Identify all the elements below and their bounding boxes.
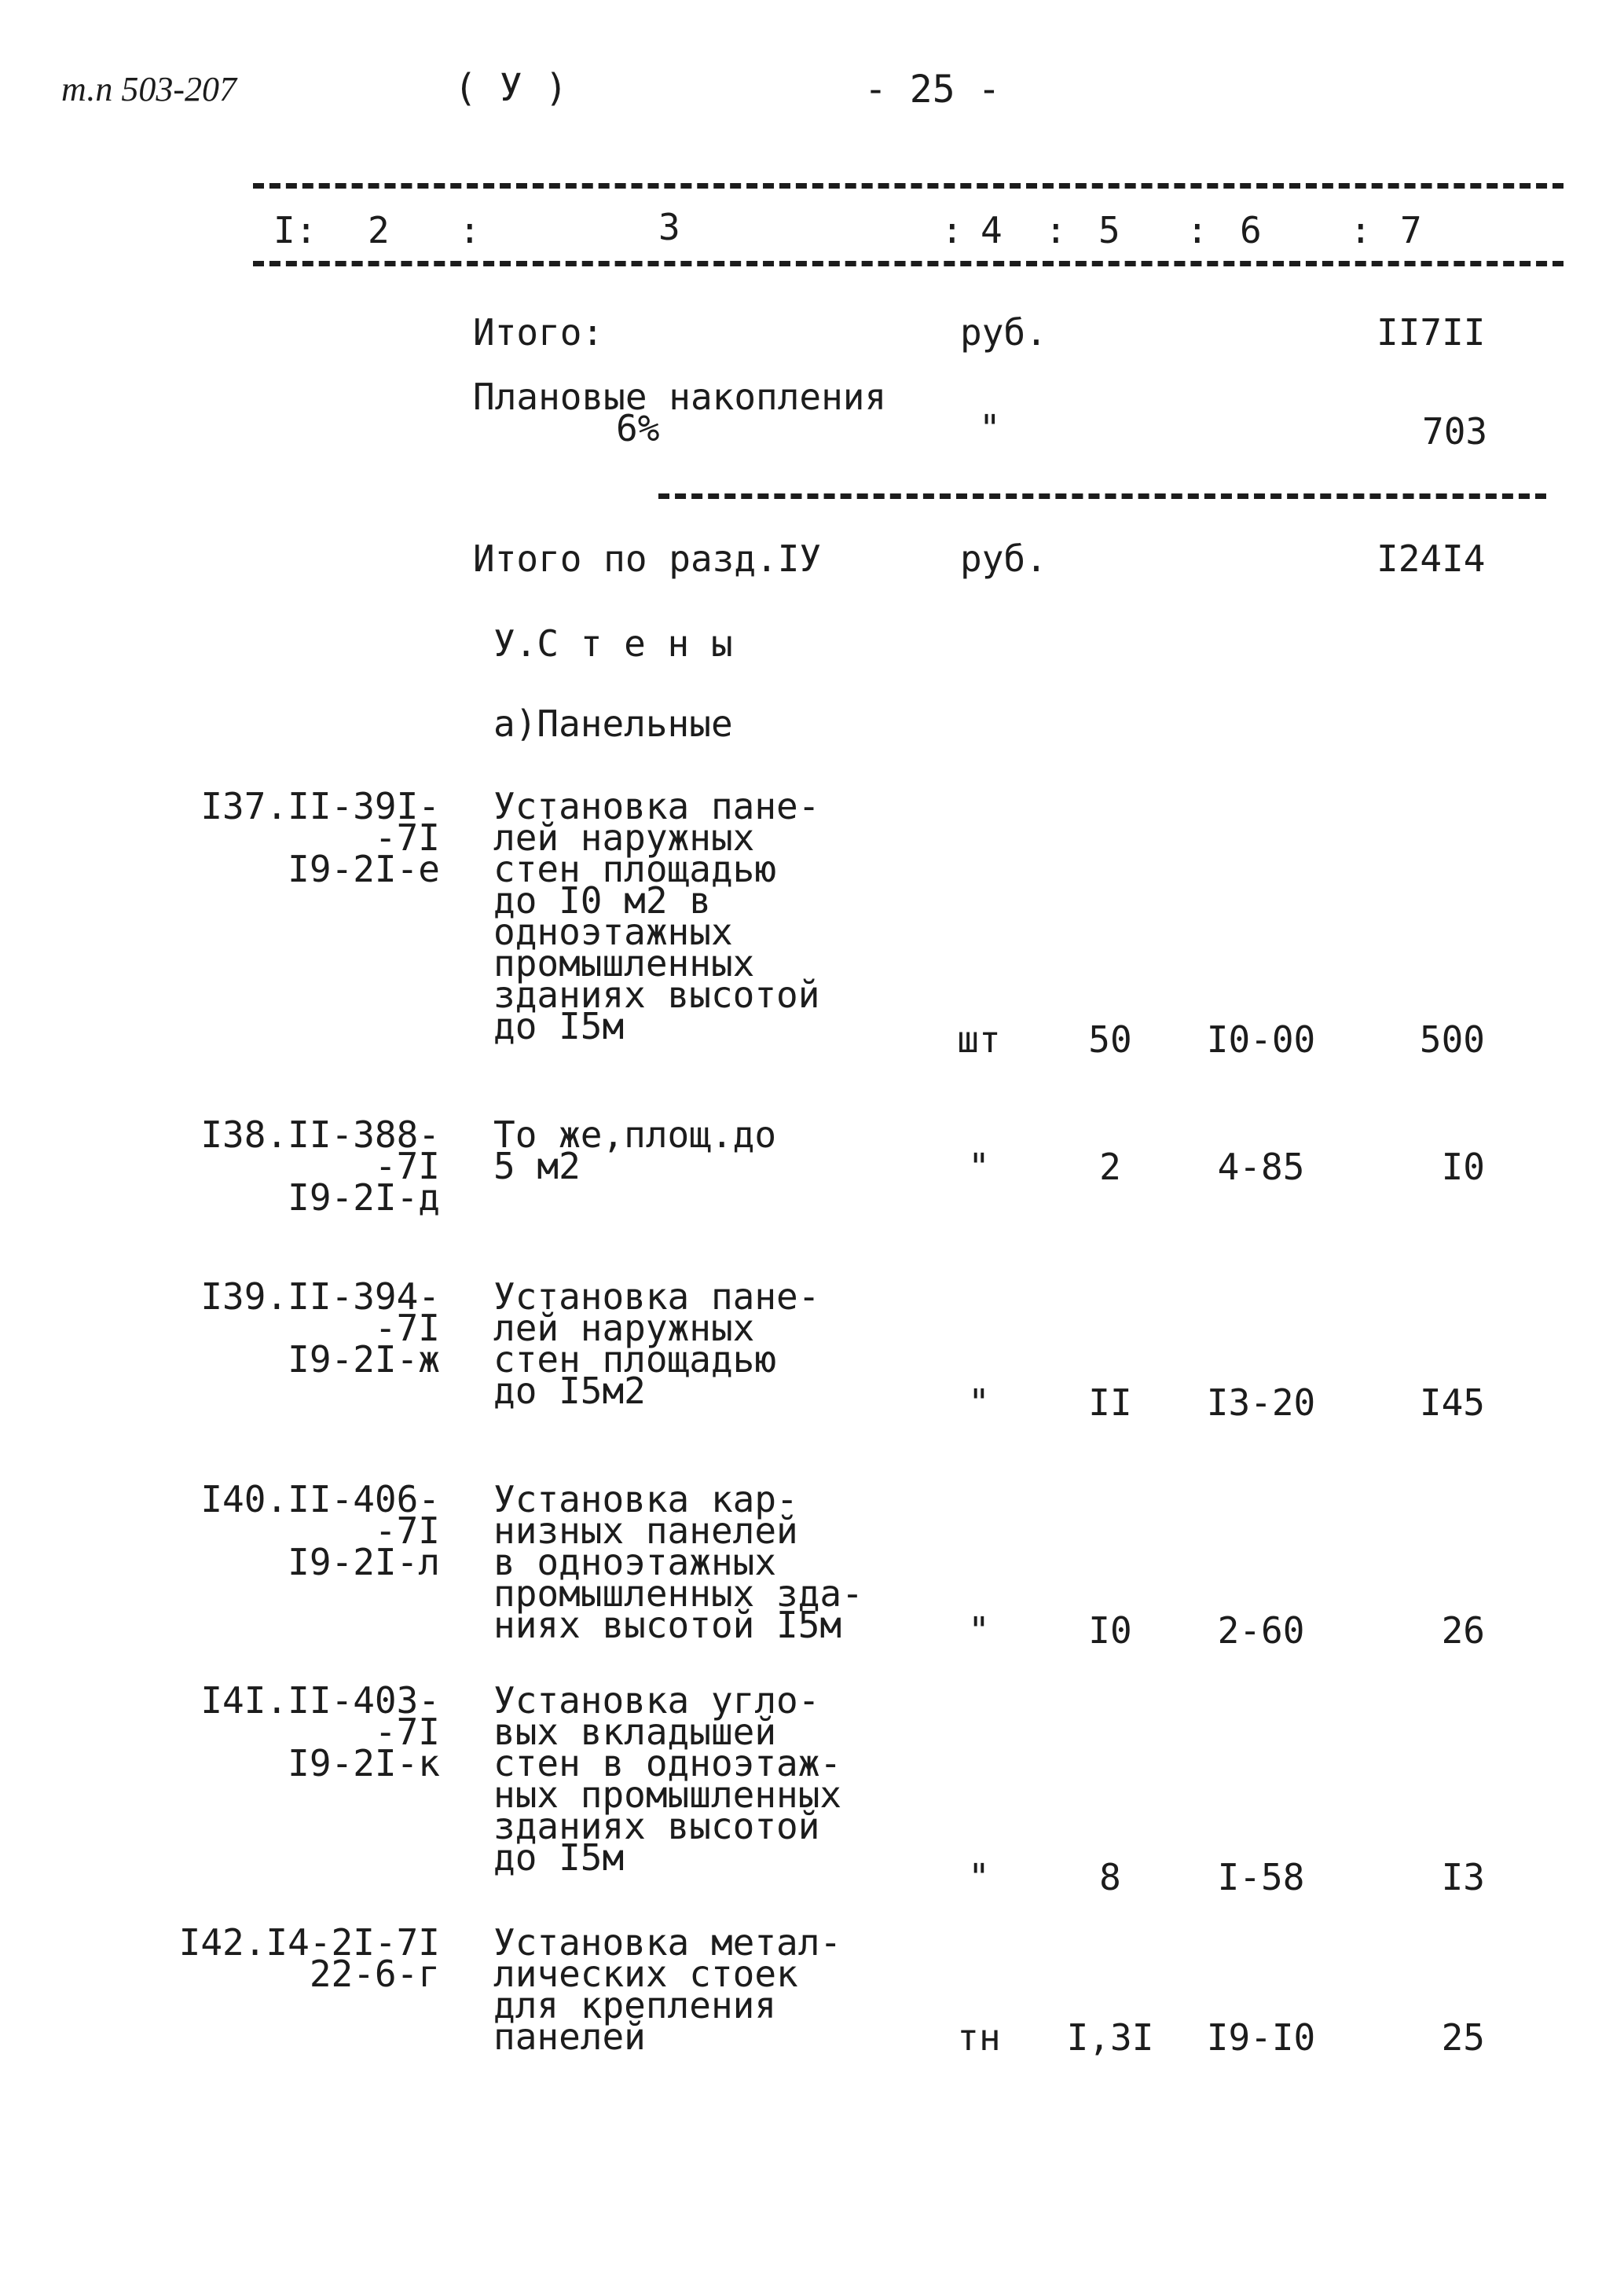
page-number: - 25 - bbox=[864, 68, 1001, 112]
planned-accumulation-percent: 6% bbox=[616, 407, 660, 449]
column-separator: : bbox=[459, 209, 481, 251]
row-description: Установка метал- лических стоек для крепления панелей bbox=[493, 1921, 842, 2058]
section-subtitle: а)Панельные bbox=[493, 702, 733, 745]
column-header-1: I: bbox=[273, 209, 317, 251]
section-title: У.С т е н ы bbox=[493, 622, 733, 665]
row-quantity: II bbox=[1088, 1381, 1132, 1424]
row-price: 2-60 bbox=[1217, 1609, 1305, 1652]
row-code: I42.I4-2I-7I 22-6-г bbox=[178, 1921, 440, 1995]
planned-accumulation-label: Плановые накопления bbox=[473, 376, 887, 418]
row-unit: " bbox=[968, 1381, 990, 1424]
row-description: Установка пане- лей наружных стен площадью до I0 м2 в одноэтажных промышленных зданиях высотой до I5м bbox=[493, 785, 820, 1047]
section-total-value: I24I4 bbox=[1377, 537, 1486, 580]
column-header-7: 7 bbox=[1400, 209, 1422, 251]
column-separator: : bbox=[1350, 209, 1372, 251]
planned-accumulation-value: 703 bbox=[1422, 410, 1488, 453]
row-total: 25 bbox=[1441, 2016, 1485, 2059]
row-description: Установка кар- низных панелей в одноэтажных промышленных зда- ниях высотой I5м bbox=[493, 1478, 863, 1646]
column-header-6: 6 bbox=[1240, 209, 1262, 251]
section-total-unit: руб. bbox=[960, 537, 1047, 580]
document-code: т.п 503-207 bbox=[61, 70, 236, 108]
row-quantity: 50 bbox=[1088, 1018, 1132, 1061]
column-separator: : bbox=[1045, 209, 1067, 251]
row-description: Установка пане- лей наружных стен площадью до I5м2 bbox=[493, 1275, 820, 1412]
row-quantity: I,3I bbox=[1066, 2016, 1154, 2059]
row-total: 26 bbox=[1441, 1609, 1485, 1652]
subtotal-rule bbox=[658, 493, 1546, 499]
column-header-2: 2 bbox=[368, 209, 390, 251]
row-quantity: 2 bbox=[1099, 1146, 1121, 1188]
total-unit: руб. bbox=[960, 311, 1047, 354]
section-total-label: Итого по разд.IУ bbox=[473, 537, 822, 580]
planned-accumulation-unit: " bbox=[979, 407, 1001, 449]
row-description: Установка угло- вых вкладышей стен в одноэтаж- ных промышленных зданиях высотой до I5м bbox=[493, 1679, 842, 1879]
column-separator: : bbox=[941, 209, 963, 251]
header-bottom-rule bbox=[253, 261, 1564, 266]
row-code: I37.II-39I- -7I I9-2I-е bbox=[200, 785, 440, 890]
row-total: 500 bbox=[1419, 1018, 1485, 1061]
row-description: То же,площ.до 5 м2 bbox=[493, 1113, 777, 1187]
row-total: I3 bbox=[1441, 1856, 1485, 1898]
row-price: I3-20 bbox=[1206, 1381, 1316, 1424]
row-unit: " bbox=[968, 1146, 990, 1188]
row-total: I45 bbox=[1419, 1381, 1485, 1424]
total-label: Итого: bbox=[473, 311, 604, 354]
row-quantity: 8 bbox=[1099, 1856, 1121, 1898]
row-code: I38.II-388- -7I I9-2I-д bbox=[200, 1113, 440, 1219]
column-header-5: 5 bbox=[1098, 209, 1120, 251]
row-unit: тн bbox=[957, 2016, 1001, 2059]
row-code: I40.II-406- -7I I9-2I-л bbox=[200, 1478, 440, 1583]
row-code: I39.II-394- -7I I9-2I-ж bbox=[200, 1275, 440, 1381]
header-top-rule bbox=[253, 183, 1564, 189]
row-unit: " bbox=[968, 1856, 990, 1898]
total-value: II7II bbox=[1377, 311, 1486, 354]
row-price: I0-00 bbox=[1206, 1018, 1316, 1061]
row-price: 4-85 bbox=[1217, 1146, 1305, 1188]
row-price: I-58 bbox=[1217, 1856, 1305, 1898]
column-header-4: 4 bbox=[981, 209, 1003, 251]
row-unit: шт bbox=[957, 1018, 1001, 1061]
section-mark: ( У ) bbox=[454, 66, 568, 110]
row-price: I9-I0 bbox=[1206, 2016, 1316, 2059]
row-code: I4I.II-403- -7I I9-2I-к bbox=[200, 1679, 440, 1784]
row-total: I0 bbox=[1441, 1146, 1485, 1188]
row-unit: " bbox=[968, 1609, 990, 1652]
column-separator: : bbox=[1186, 209, 1208, 251]
row-quantity: I0 bbox=[1088, 1609, 1132, 1652]
column-header-3: 3 bbox=[658, 206, 680, 248]
